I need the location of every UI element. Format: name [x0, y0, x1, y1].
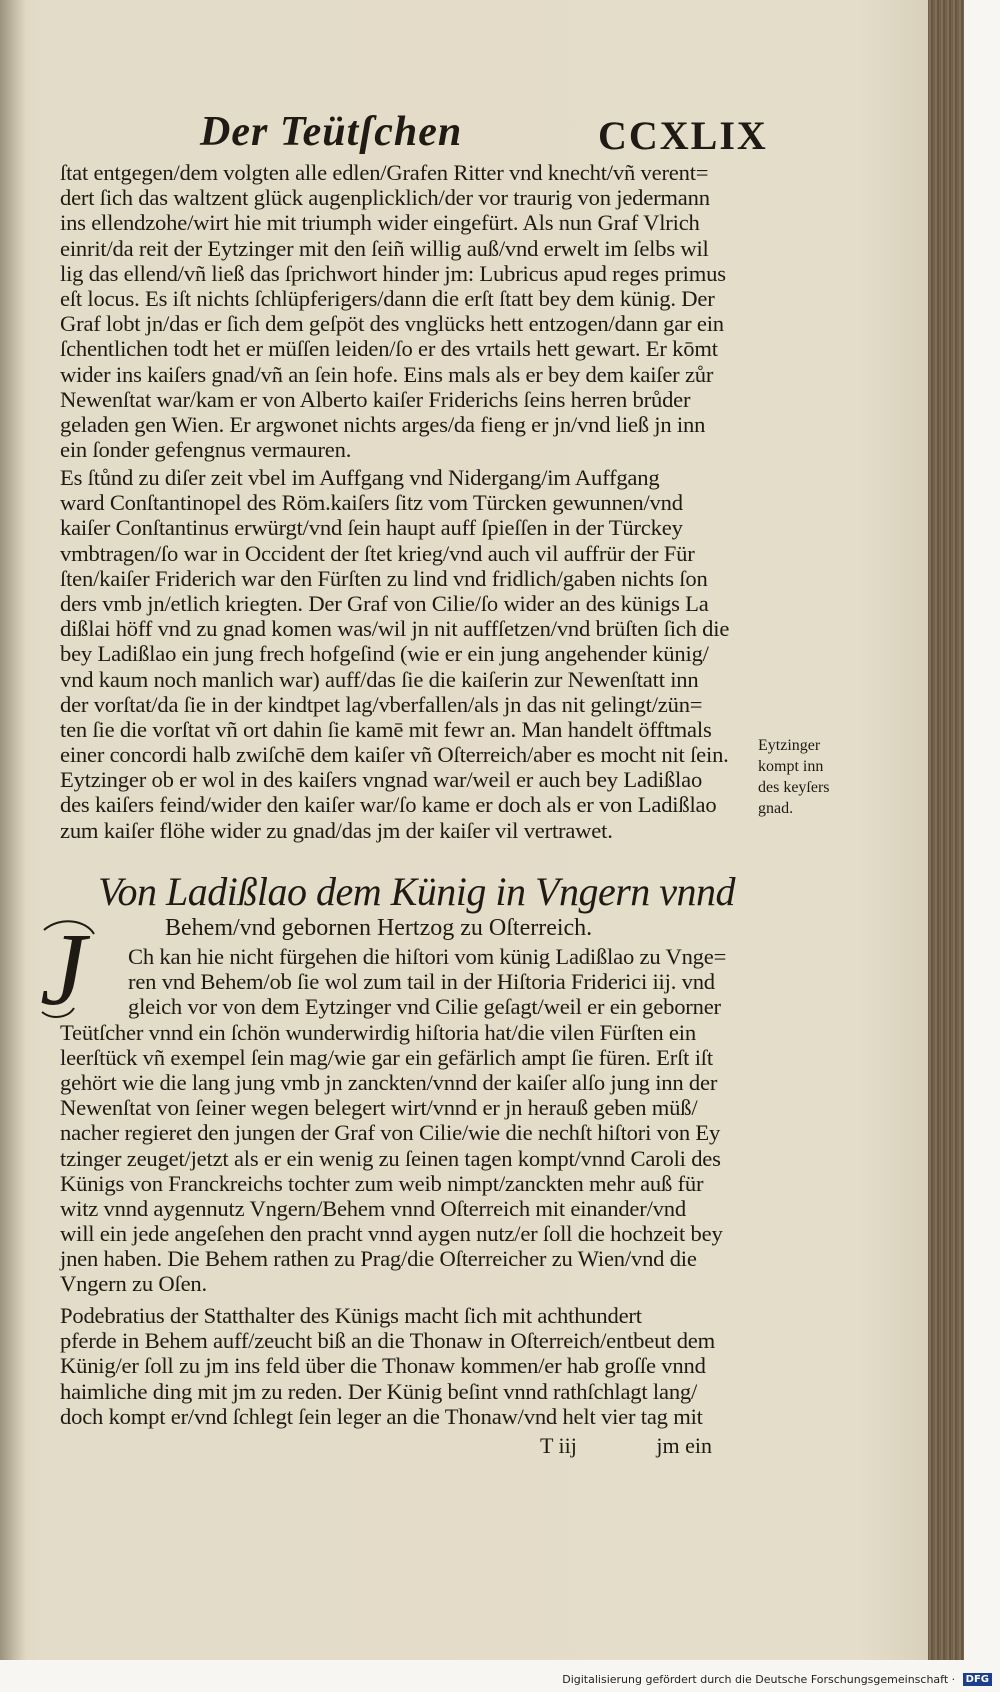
text-line: gleich vor von dem Eytzinger vnd Cilie geſagt/weil er ein geborner	[128, 994, 721, 1020]
marginal-line: gnad.	[758, 800, 794, 817]
marginal-line: des keyſers	[758, 779, 830, 796]
text-line: zum kaiſer flöhe wider zu gnad/das jm der kaiſer vil vertrawet.	[60, 817, 613, 843]
text-line: vnd kaum noch manlich war) auff/das ſie die kaiſerin zur Newenſtatt inn	[60, 666, 699, 692]
gutter-shadow	[0, 0, 26, 1660]
initial-letter: J	[40, 912, 87, 1022]
text-line: haimliche ding mit jm zu reden. Der Künig beſint vnnd rathſchlagt lang/	[60, 1378, 698, 1404]
text-line: Podebratius der Statthalter des Künigs macht ſich mit achthundert	[60, 1303, 642, 1328]
text-line: ſchentlichen todt het er müſſen leiden/ſo er des vrtails hett gewart. Er kōmt	[60, 336, 718, 362]
text-line: ward Conſtantinopel des Röm.kaiſers ſitz vom Türcken gewunnen/vnd	[60, 490, 683, 516]
text-line: kaiſer Conſtantinus erwürgt/vnd ſein haupt auff ſpieſſen in der Türckey	[60, 515, 683, 541]
running-title: Der Teütſchen	[200, 109, 463, 155]
text-line: ten ſie die vorſtat vñ ort dahin ſie kamē mit fewr an. Man handelt öfftmals	[60, 716, 712, 742]
text-line: Eytzinger ob er wol in des kaiſers vngnad war/weil er auch bey Ladißlao	[60, 767, 703, 793]
text-line: wider ins kaiſers gnad/vñ an ſein hofe. Eins mals als er bey dem kaiſer zůr	[60, 361, 714, 387]
text-line: geladen gen Wien. Er argwonet nichts arges/da fieng er jn/vnd ließ jn inn	[60, 411, 706, 437]
text-line: nacher regieret den jungen der Graf von Cilie/wie die nechſt hiſtori von Ey	[60, 1120, 721, 1146]
text-line: des kaiſers feind/wider den kaiſer war/ſo kame er doch als er von Ladißlao	[60, 792, 717, 818]
text-line: Newenſtat war/kam er von Alberto kaiſer Friderichs ſeins herren brůder	[60, 386, 691, 412]
paragraph-4	[60, 1303, 750, 1429]
text-line: pferde in Behem auff/zeucht biß an die Thonaw in Oſterreich/entbeut dem	[60, 1328, 716, 1354]
marginal-line: Eytzinger	[758, 737, 821, 754]
text-line: ders vmb jn/etlich kriegten. Der Graf von Cilie/ſo wider an des künigs La	[60, 590, 709, 616]
catchword: jm ein	[656, 1433, 712, 1458]
text-line: einrit/da reit der Eytzinger mit den ſeiñ willig auß/vnd erwelt im ſelbs wil	[60, 235, 709, 261]
text-line: der vorſtat/da ſie in der kindtpet lag/vberfallen/als jn das nit gelingt/zün=	[60, 691, 703, 717]
text-line: bey Ladißlao ein jung frech hofgeſind (wie er ein jung angehender künig/	[60, 641, 709, 667]
section-title: Von Ladißlao dem Künig in Vngern vnnd	[98, 869, 736, 914]
text-line: ſtat entgegen/dem volgten alle edlen/Grafen Ritter vnd knecht/vñ verent=	[60, 160, 709, 185]
text-line: lig das ellend/vñ ließ das ſprichwort hinder jm: Lubricus apud reges primus	[60, 260, 726, 286]
text-line: Graf lobt jn/das er ſich dem geſpöt des vnglücks hett entzogen/dann gar ein	[60, 311, 724, 337]
text-line: leerſtück vñ exempel ſein mag/wie gar ein gefärlich ampt ſie füren. Erſt iſt	[60, 1044, 713, 1070]
text-line: vmbtragen/ſo war in Occident der ſtet krieg/vnd auch vil auffrür der Für	[60, 540, 695, 566]
paragraph-3	[60, 944, 750, 1297]
text-line: Newenſtat von ſeiner wegen belegert wirt/vnnd er jn herauß geben müß/	[60, 1095, 698, 1121]
signature-mark: T iij	[540, 1433, 577, 1458]
text-line: dißlai höff vnd zu gnad komen was/wil jn nit auffſetzen/vnd brüſten ſich die	[60, 616, 730, 642]
text-line: Vngern zu Oſen.	[60, 1271, 207, 1297]
text-line: jnen haben. Die Behem rathen zu Prag/die Oſterreicher zu Wien/vnd die	[60, 1246, 697, 1272]
text-line: ins ellendzohe/wirt hie mit triumph wider eingefürt. Als nun Graf Vlrich	[60, 210, 700, 236]
text-line: Künigs von Franckreichs tochter zum weib nimpt/zanckten mehr auß für	[60, 1170, 704, 1196]
text-line: einer concordi halb zwiſchē dem kaiſer vñ Oſterreich/aber es mocht nit ſein.	[60, 742, 729, 768]
section-subtitle: Behem/vnd gebornen Hertzog zu Oſterreich.	[165, 915, 593, 941]
text-line: ren vnd Behem/ob ſie wol zum tail in der Hiſtoria Friderici iij. vnd	[128, 969, 715, 995]
text-line: ſten/kaiſer Friderich war den Fürſten zu lind vnd fridlich/gaben nichts ſon	[60, 565, 708, 591]
dfg-logo: DFG	[963, 1673, 992, 1686]
page-footer	[540, 1433, 712, 1459]
text-line: doch kompt er/vnd ſchlegt ſein leger an die Thonaw/vnd helt vier tag mit	[60, 1403, 703, 1429]
text-line: gehört wie die lang jung vmb jn zanckten/vnnd der kaiſer alſo jung inn der	[60, 1069, 718, 1095]
text-line: dert ſich das waltzent glück augenplicklich/der vor traurig von jedermann	[60, 185, 710, 211]
text-line: Teütſcher vnnd ein ſchön wunderwirdig hiſtoria hat/die vilen Fürſten ein	[60, 1019, 696, 1045]
paragraph-1	[60, 160, 750, 462]
text-line: will ein jede angeſehen den pracht vnnd aygen nutz/er ſoll die hochzeit bey	[60, 1221, 723, 1247]
marginal-line: kompt inn	[758, 758, 824, 775]
text-line: Es ſtůnd zu diſer zeit vbel im Auffgang vnd Nidergang/im Auffgang	[60, 465, 660, 490]
text-line: witz vnnd aygennutz Vngern/Behem vnnd Oſterreich mit einander/vnd	[60, 1195, 686, 1221]
folio-number: CCXLIX	[598, 113, 768, 158]
text-line: eſt locus. Es iſt nichts ſchlüpferigers/dann die erſt ſtatt bey dem künig. Der	[60, 285, 715, 311]
paragraph-2	[60, 465, 750, 843]
text-line: tzinger zeuget/jetzt als er ein wenig zu ſeinen tagen kompt/vnnd Caroli des	[60, 1145, 721, 1171]
text-line: ein ſonder gefengnus vermauren.	[60, 437, 352, 463]
text-line: Ch kan hie nicht fürgehen die hiſtori vom künig Ladißlao zu Vnge=	[128, 944, 727, 969]
text-line: Künig/er ſoll zu jm ins feld über die Thonaw kommen/er hab groſſe vnnd	[60, 1353, 706, 1379]
credit-text: Digitalisierung gefördert durch die Deutsche Forschungsgemeinschaft ·	[562, 1672, 956, 1686]
marginal-note	[758, 735, 868, 819]
digitization-credit	[562, 1673, 992, 1687]
page-edge	[928, 0, 964, 1660]
